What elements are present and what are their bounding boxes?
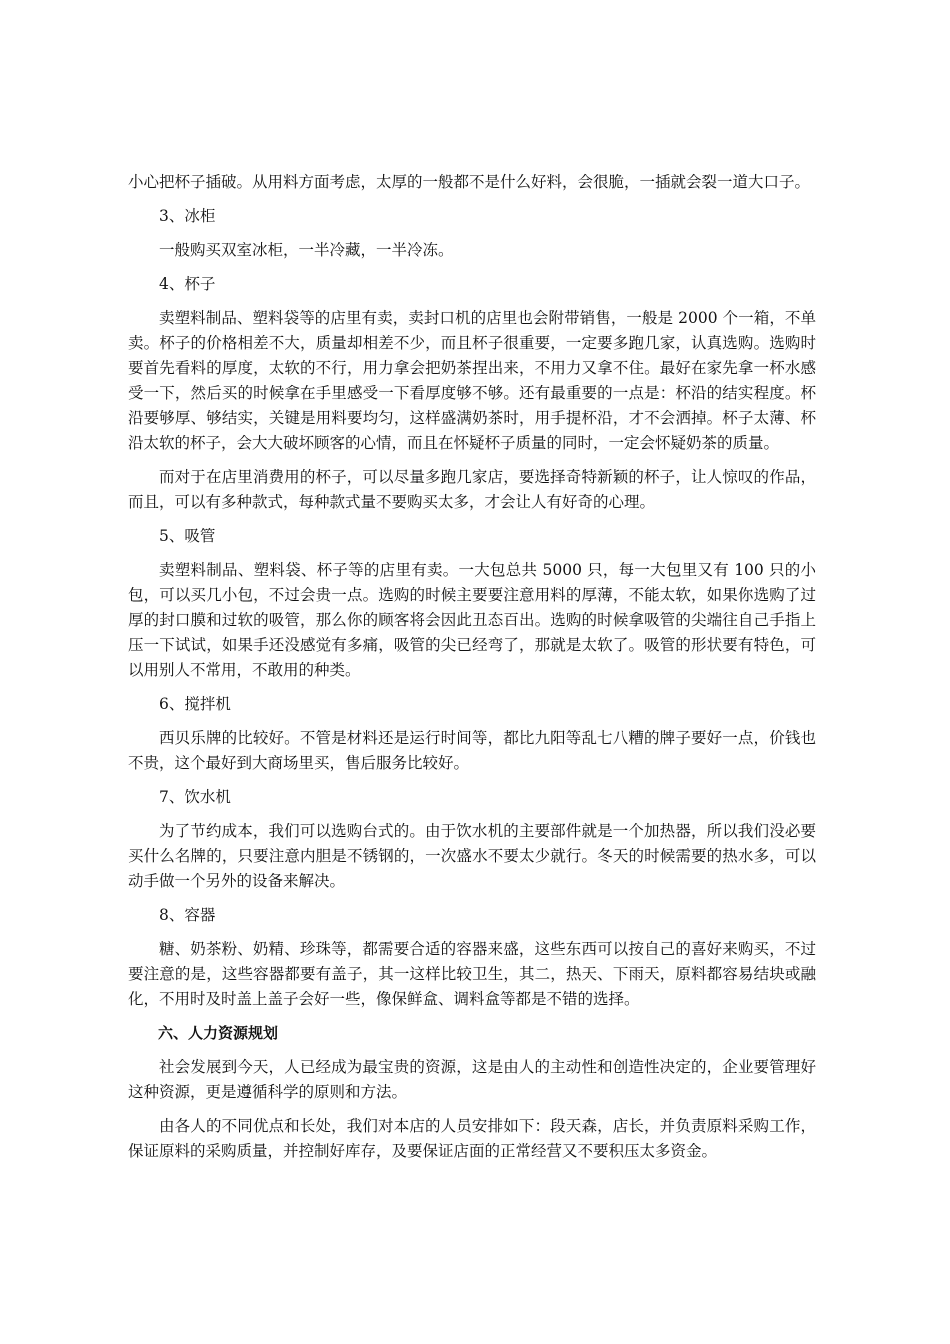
paragraph-blender: 西贝乐牌的比较好。不管是材料还是运行时间等，都比九阳等乱七八糟的牌子要好一点，价钱也不贵，这个最好到大商场里买，售后服务比较好。 — [128, 729, 816, 772]
document-body — [128, 170, 816, 1173]
section-title-hr-planning: 六、人力资源规划 — [158, 1024, 279, 1042]
paragraph-containers: 糖、奶茶粉、奶精、珍珠等，都需要合适的容器来盛，这些东西可以按自己的喜好来购买，不过要注意的是，这些容器都要有盖子，其一这样比较卫生，其二，热天、下雨天，原料都容易结块或融化，不用时及时盖上盖子会好一些，像保鲜盒、调料盒等都是不错的选择。 — [128, 940, 816, 1008]
heading-blender: 6、搅拌机 — [159, 695, 231, 713]
heading-cups: 4、杯子 — [159, 275, 216, 293]
paragraph-hr-2: 由各人的不同优点和长处，我们对本店的人员安排如下：段天森，店长，并负责原料采购工作，保证原料的采购质量，并控制好库存，及要保证店面的正常经营又不要积压太多资金。 — [128, 1117, 816, 1160]
paragraph-straws: 卖塑料制品、塑料袋、杯子等的店里有卖。一大包总共 5000 只，每一大包里又有 100 只的小包，可以买几小包，不过会贵一点。选购的时候主要要注意用料的厚薄，不能太软，如果你选购了过厚的封口膜和过软的吸管，那么你的顾客将会因此丑态百出。选购的时候拿吸管的尖端往自己手指上压一下试试，如果手还没感觉有多痛，吸管的尖已经弯了，那就是太软了。吸管的形状要有特色，可以用别人不常用，不敢用的种类。 — [128, 561, 816, 679]
paragraph-hr-1: 社会发展到今天，人已经成为最宝贵的资源，这是由人的主动性和创造性决定的，企业要管理好这种资源，更是遵循科学的原则和方法。 — [128, 1058, 816, 1101]
heading-containers: 8、容器 — [159, 906, 216, 924]
heading-water-dispenser: 7、饮水机 — [159, 788, 231, 806]
paragraph-freezer: 一般购买双室冰柜，一半冷藏，一半冷冻。 — [159, 241, 454, 259]
heading-freezer: 3、冰柜 — [159, 207, 216, 225]
paragraph-cups-2: 而对于在店里消费用的杯子，可以尽量多跑几家店，要选择奇特新颖的杯子，让人惊叹的作品，而且，可以有多种款式，每种款式量不要购买太多，才会让人有好奇的心理。 — [128, 468, 816, 511]
heading-straws: 5、吸管 — [159, 527, 216, 545]
paragraph-cups-1: 卖塑料制品、塑料袋等的店里有卖，卖封口机的店里也会附带销售，一般是 2000 个一箱，不单卖。杯子的价格相差不大，质量却相差不少，而且杯子很重要，一定要多跑几家，认真选购。选购时要首先看料的厚度，太软的不行，用力拿会把奶茶捏出来，不用力又拿不住。最好在家先拿一杯水感受一下，然后买的时候拿在手里感受一下看厚度够不够。还有最重要的一点是：杯沿的结实程度。杯沿要够厚、够结实，关键是用料要均匀，这样盛满奶茶时，用手提杯沿，才不会洒掉。杯子太薄、杯沿太软的杯子，会大大破坏顾客的心情，而且在怀疑杯子质量的同时，一定会怀疑奶茶的质量。 — [128, 309, 816, 452]
paragraph-water-dispenser: 为了节约成本，我们可以选购台式的。由于饮水机的主要部件就是一个加热器，所以我们没必要买什么名牌的，只要注意内胆是不锈钢的，一次盛水不要太少就行。冬天的时候需要的热水多，可以动手做一个另外的设备来解决。 — [128, 822, 816, 890]
paragraph-intro: 小心把杯子插破。从用料方面考虑，太厚的一般都不是什么好料，会很脆，一插就会裂一道大口子。 — [128, 173, 811, 191]
